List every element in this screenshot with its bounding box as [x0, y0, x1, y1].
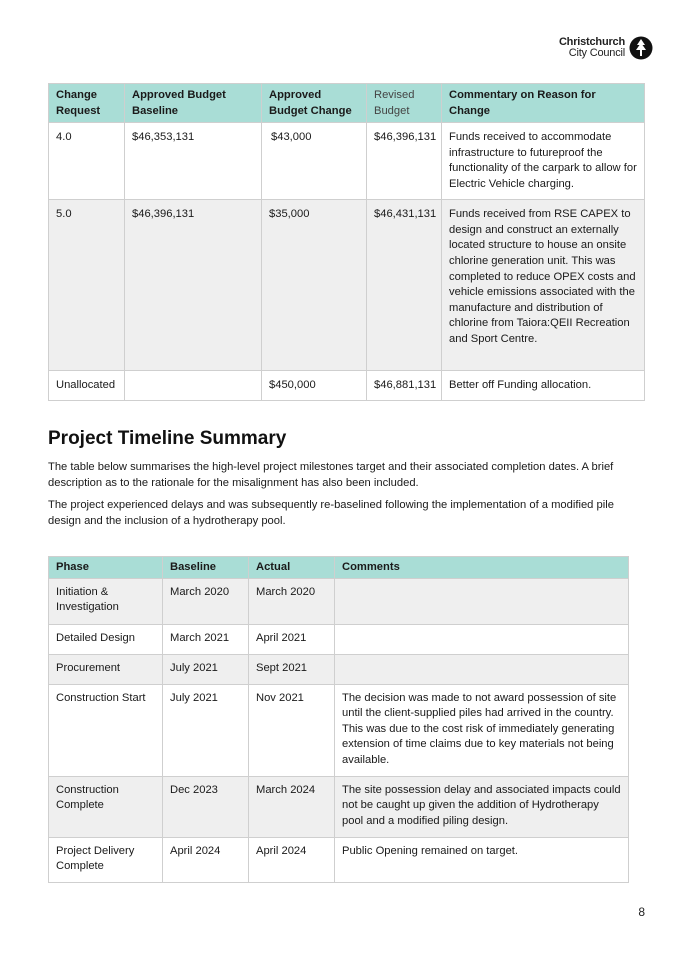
tree-emblem-icon [629, 36, 653, 60]
table-row [49, 654, 629, 684]
table-row [49, 200, 645, 371]
table-header-row [49, 557, 629, 579]
cell-phase: Construction Complete [49, 776, 163, 837]
cell-commentary: Better off Funding allocation. [442, 371, 645, 401]
cell-comments: The site possession delay and associated impacts could not be caught up given the addition of Hydrotherapy pool and a modified piling design. [335, 776, 629, 837]
header-comments: Comments [335, 557, 629, 579]
cell-baseline: $46,353,131 [125, 123, 262, 200]
cell-comments [335, 654, 629, 684]
budget-change-table [48, 83, 645, 401]
project-timeline-table [48, 556, 629, 883]
logo-wordmark [559, 37, 625, 59]
page-number: 8 [638, 905, 645, 919]
header-approved-baseline: Approved Budget Baseline [125, 84, 262, 123]
cell-phase: Detailed Design [49, 624, 163, 654]
cell-actual: April 2021 [249, 624, 335, 654]
cell-actual: Nov 2021 [249, 684, 335, 776]
cell-actual: April 2024 [249, 837, 335, 882]
table-row [49, 776, 629, 837]
table-row [49, 624, 629, 654]
header-actual: Actual [249, 557, 335, 579]
cell-actual: March 2024 [249, 776, 335, 837]
cell-baseline: March 2020 [163, 578, 249, 624]
cell-commentary: Funds received to accommodate infrastructure to futureproof the functionality of the carpark to allow for Electric Vehicle charging. [442, 123, 645, 200]
table-row [49, 684, 629, 776]
cell-actual: Sept 2021 [249, 654, 335, 684]
cell-revised: $46,396,131 [367, 123, 442, 200]
cell-baseline: March 2021 [163, 624, 249, 654]
cell-change: $43,000 [262, 123, 367, 200]
cell-phase: Project Delivery Complete [49, 837, 163, 882]
cell-baseline: July 2021 [163, 654, 249, 684]
table-row [49, 371, 645, 401]
header-phase: Phase [49, 557, 163, 579]
table-row [49, 837, 629, 882]
cell-change: $35,000 [262, 200, 367, 371]
rebaseline-paragraph: The project experienced delays and was subsequently re-baselined following the implementation of a modified pile design and the inclusion of a hydrotherapy pool. [48, 499, 614, 527]
section-title: Project Timeline Summary [48, 428, 287, 449]
cell-change-request: 4.0 [49, 123, 125, 200]
header-baseline: Baseline [163, 557, 249, 579]
cell-change-request: 5.0 [49, 200, 125, 371]
cell-baseline: Dec 2023 [163, 776, 249, 837]
cell-phase: Initiation & Investigation [49, 578, 163, 624]
cell-revised: $46,881,131 [367, 371, 442, 401]
cell-phase: Procurement [49, 654, 163, 684]
intro-paragraph: The table below summarises the high-level project milestones target and their associated completion dates. A brief description as to the rationale for the misalignment has also been included. [48, 461, 614, 489]
cell-comments [335, 578, 629, 624]
logo-line-2: City Council [568, 47, 625, 59]
table-row [49, 123, 645, 200]
cell-phase: Construction Start [49, 684, 163, 776]
header-approved-change: Approved Budget Change [262, 84, 367, 123]
cell-actual: March 2020 [249, 578, 335, 624]
cell-baseline [125, 371, 262, 401]
council-logo [559, 36, 653, 60]
cell-revised: $46,431,131 [367, 200, 442, 371]
cell-commentary: Funds received from RSE CAPEX to design and construct an externally located structure to house an onsite chlorine generation unit. This was completed to reduce OPEX costs and vehicle emissions associated with the manufacture and distribution of chlorine from Taiora:QEII Recreation and Sport Centre. [442, 200, 645, 371]
cell-baseline: $46,396,131 [125, 200, 262, 371]
table-header-row [49, 84, 645, 123]
cell-change-request: Unallocated [49, 371, 125, 401]
logo-line-1: Christchurch [558, 36, 625, 48]
header-change-request: Change Request [49, 84, 125, 123]
header-commentary: Commentary on Reason for Change [442, 84, 645, 123]
table-row [49, 578, 629, 624]
cell-comments: Public Opening remained on target. [335, 837, 629, 882]
cell-change: $450,000 [262, 371, 367, 401]
cell-baseline: July 2021 [163, 684, 249, 776]
cell-comments [335, 624, 629, 654]
cell-comments: The decision was made to not award possession of site until the client-supplied piles had arrived in the country. This was due to the cost risk of immediately generating extension of time claims due to key materials not being available. [335, 684, 629, 776]
cell-baseline: April 2024 [163, 837, 249, 882]
header-revised-budget: Revised Budget [367, 84, 442, 123]
